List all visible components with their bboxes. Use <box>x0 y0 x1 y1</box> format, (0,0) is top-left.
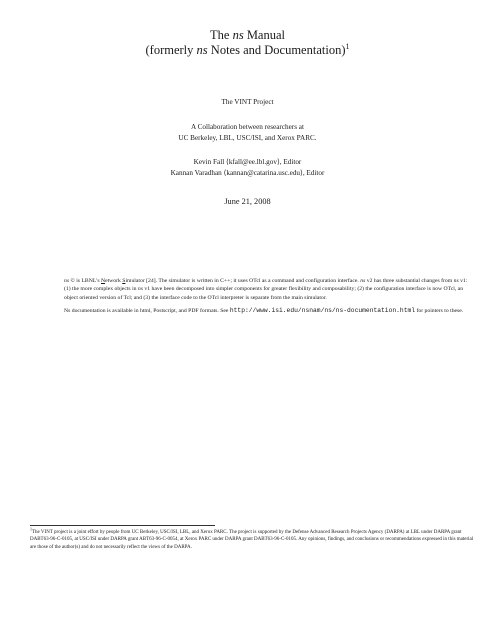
footnote-marker: 1 <box>30 526 32 532</box>
publication-date: June 21, 2008 <box>224 197 271 206</box>
documentation-url[interactable]: http://www.isi.edu/nsnam/ns/ns-documentation.html <box>229 307 416 315</box>
title-line-1: The ns Manual <box>210 28 285 42</box>
editor: Kannan Varadhan ⟨kannan@catarina.usc.edu⟩, Editor <box>170 169 325 177</box>
project-name: The VINT Project <box>221 98 274 106</box>
abstract-paragraph-2: Ns documentation is available in html, Postscript, and PDF formats. See http://www.isi.edu/nsnam/ns/ns-documentation.html for pointers to these. <box>64 307 464 315</box>
abstract-paragraph-1: ns © is LBNL's Network Simulator [24]. The simulator is written in C++; it uses OTcl as a command and configuration interface. ns v2 has three substantial changes from ns v1: (1) the more complex objects in ns v1 have been decomposed into simpler components for greater flexibility and composability; (2) the configuration interface is now OTcl, an object oriented version of Tcl; and (3) the interface code to the OTcl interpreter is separate from the main simulator. <box>64 278 468 301</box>
footnote: $^1$The VINT project is a joint effort by people from UC Berkeley, USC/ISI, LBL, and Xerox PARC. The project is supported by the Defense Advanced Research Projects Agency (DARPA) at LBL under DARPA grant DABT63-96-C-0105, at USC/ISI under DARPA grant ABT63-96-C-0054, at Xerox PARC under DARPA grant DABT63-96-C-0105. Any opinions, findings, and conclusions or recommendations expressed in this material are those of the author(s) and do not necessarily reflect the views of the DARPA. <box>30 526 474 550</box>
title-line-2: (formerly ns Notes and Documentation)$^1$ <box>145 41 350 57</box>
title-footnote-marker: 1 <box>345 41 350 51</box>
abstract <box>64 277 474 321</box>
footnote-rule <box>30 525 215 526</box>
document-title <box>0 28 495 58</box>
editors-list <box>0 157 495 179</box>
collaboration-statement: A Collaboration between researchers at UC Berkeley, LBL, USC/ISI, and Xerox PARC. <box>178 123 317 142</box>
editor: Kevin Fall ⟨kfall@ee.lbl.gov⟩, Editor <box>193 158 302 166</box>
